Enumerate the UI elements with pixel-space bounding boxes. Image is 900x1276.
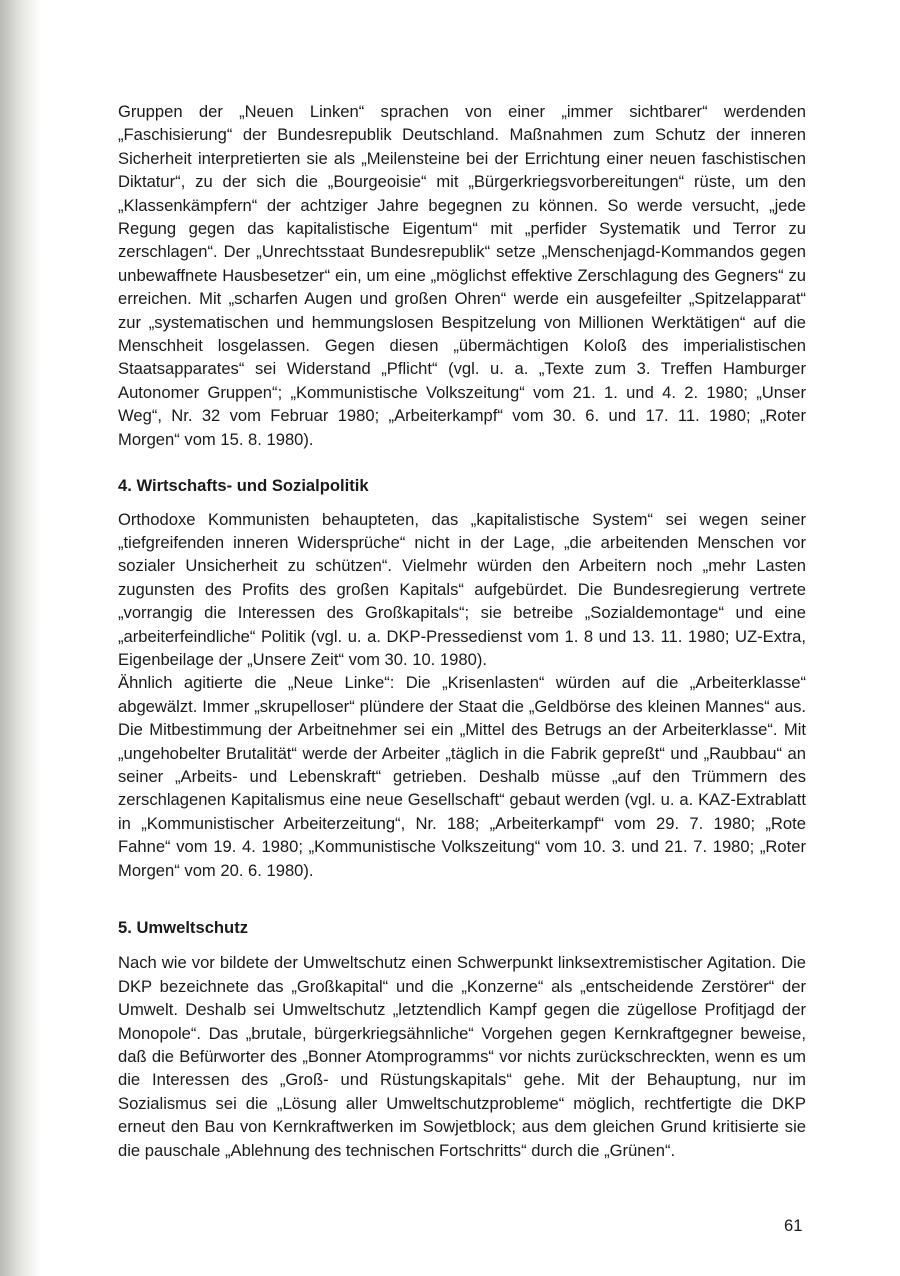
section-wirtschafts-und-sozialpolitik [118, 474, 806, 882]
page-content [118, 100, 806, 1162]
intro-paragraph: Gruppen der „Neuen Linken“ sprachen von einer „immer sichtbarer“ werdenden „Faschisierung“ der Bundesrepublik Deutschland. Maßnahmen zum Schutz der inneren Sicherheit interpretierten sie als „Meilensteine bei der Errichtung einer neuen faschistischen Diktatur“, zu der sich die „Bourgeoisie“ mit „Bürgerkriegsvorbereitungen“ rüste, um den „Klassenkämpfern“ der achtziger Jahre begegnen zu können. So werde versucht, „jede Regung gegen das kapitalistische Eigentum“ mit „perfider Systematik und Terror zu zerschlagen“. Der „Unrechtsstaat Bundesrepublik“ setze „Menschenjagd-Kommandos gegen unbewaffnete Hausbesetzer“ ein, um eine „möglichst effektive Zerschlagung des Gegners“ zu erreichen. Mit „scharfen Augen und großen Ohren“ werde ein ausgefeilter „Spitzelapparat“ zur „systematischen und hemmungslosen Bespitzelung von Millionen Werktätigen“ auf die Menschheit losgelassen. Gegen diesen „übermächtigen Koloß des imperialistischen Staatsapparates“ sei Widerstand „Pflicht“ (vgl. u. a. „Texte zum 3. Treffen Hamburger Autonomer Gruppen“; „Kommunistische Volkszeitung“ vom 21. 1. und 4. 2. 1980; „Unser Weg“, Nr. 32 vom Februar 1980; „Arbeiterkampf“ vom 30. 6. und 17. 11. 1980; „Roter Morgen“ vom 15. 8. 1980). [118, 102, 806, 449]
section-5-paragraph: Nach wie vor bildete der Umweltschutz einen Schwerpunkt linksextremistischer Agitation. Die DKP bezeichnete das „Großkapital“ und die „Konzerne“ als „entscheidende Zerstörer“ der Umwelt. Deshalb sei Umweltschutz „letztendlich Kampf gegen die zügellose Profitjagd der Monopole“. Das „brutale, bürgerkriegsähnliche“ Vorgehen gegen Kernkraftgegner beweise, daß die Befürworter des „Bonner Atomprogramms“ vor nichts zurückschreckten, wenn es um die Interessen des „Groß- und Rüstungskapitals“ gehe. Mit der Behauptung, nur im Sozialismus sei die „Lösung aller Umweltschutzprobleme“ möglich, rechtfertigte die DKP erneut den Bau von Kernkraftwerken im Sowjetblock; aus dem gleichen Grund kritisierte sie die pauschale „Ablehnung des technischen Fortschritts“ durch die „Grünen“. [118, 953, 806, 1160]
section-umweltschutz [118, 916, 806, 1162]
section-4-paragraph-1: Orthodoxe Kommunisten behaupteten, das „kapitalistische System“ sei wegen seiner „tiefgreifenden inneren Widersprüche“ nicht in der Lage, „die arbeitenden Menschen vor sozialer Unsicherheit zu schützen“. Vielmehr würden den Arbeitern noch „mehr Lasten zugunsten des Profits des großen Kapitals“ aufgebürdet. Die Bundesregierung vertrete „vorrangig die Interessen des Großkapitals“; sie betreibe „Sozialdemontage“ und eine „arbeiterfeindliche“ Politik (vgl. u. a. DKP-Pressedienst vom 1. 8 und 13. 11. 1980; UZ-Extra, Eigenbeilage der „Unsere Zeit“ vom 30. 10. 1980). [118, 509, 806, 669]
section-4-heading: 4. Wirtschafts- und Sozialpolitik [118, 476, 369, 496]
page-number: 61 [784, 1216, 803, 1235]
section-5-heading: 5. Umweltschutz [118, 918, 249, 937]
section-4-paragraph-2: Ähnlich agitierte die „Neue Linke“: Die „Krisenlasten“ würden auf die „Arbeiterklasse“ abgewälzt. Immer „skrupelloser“ plündere der Staat die „Geldbörse des kleinen Mannes“ aus. Die Mitbestimmung der Arbeitnehmer sei ein „Mittel des Betrugs an der Arbeiterklasse“. Mit „ungehobelter Brutalität“ werde der Arbeiter „täglich in die Fabrik gepreßt“ und „Raubbau“ an seiner „Arbeits- und Lebenskraft“ getrieben. Deshalb müsse „auf den Trümmern des zerschlagenen Kapitalismus eine neue Gesellschaft“ gebaut werden (vgl. u. a. KAZ-Extrablatt in „Kommunistischer Arbeiterzeitung“, Nr. 188; „Arbeiterkampf“ vom 29. 7. 1980; „Rote Fahne“ vom 19. 4. 1980; „Kommunistische Volkszeitung“ vom 10. 3. und 21. 7. 1980; „Roter Morgen“ vom 20. 6. 1980). [118, 673, 806, 880]
